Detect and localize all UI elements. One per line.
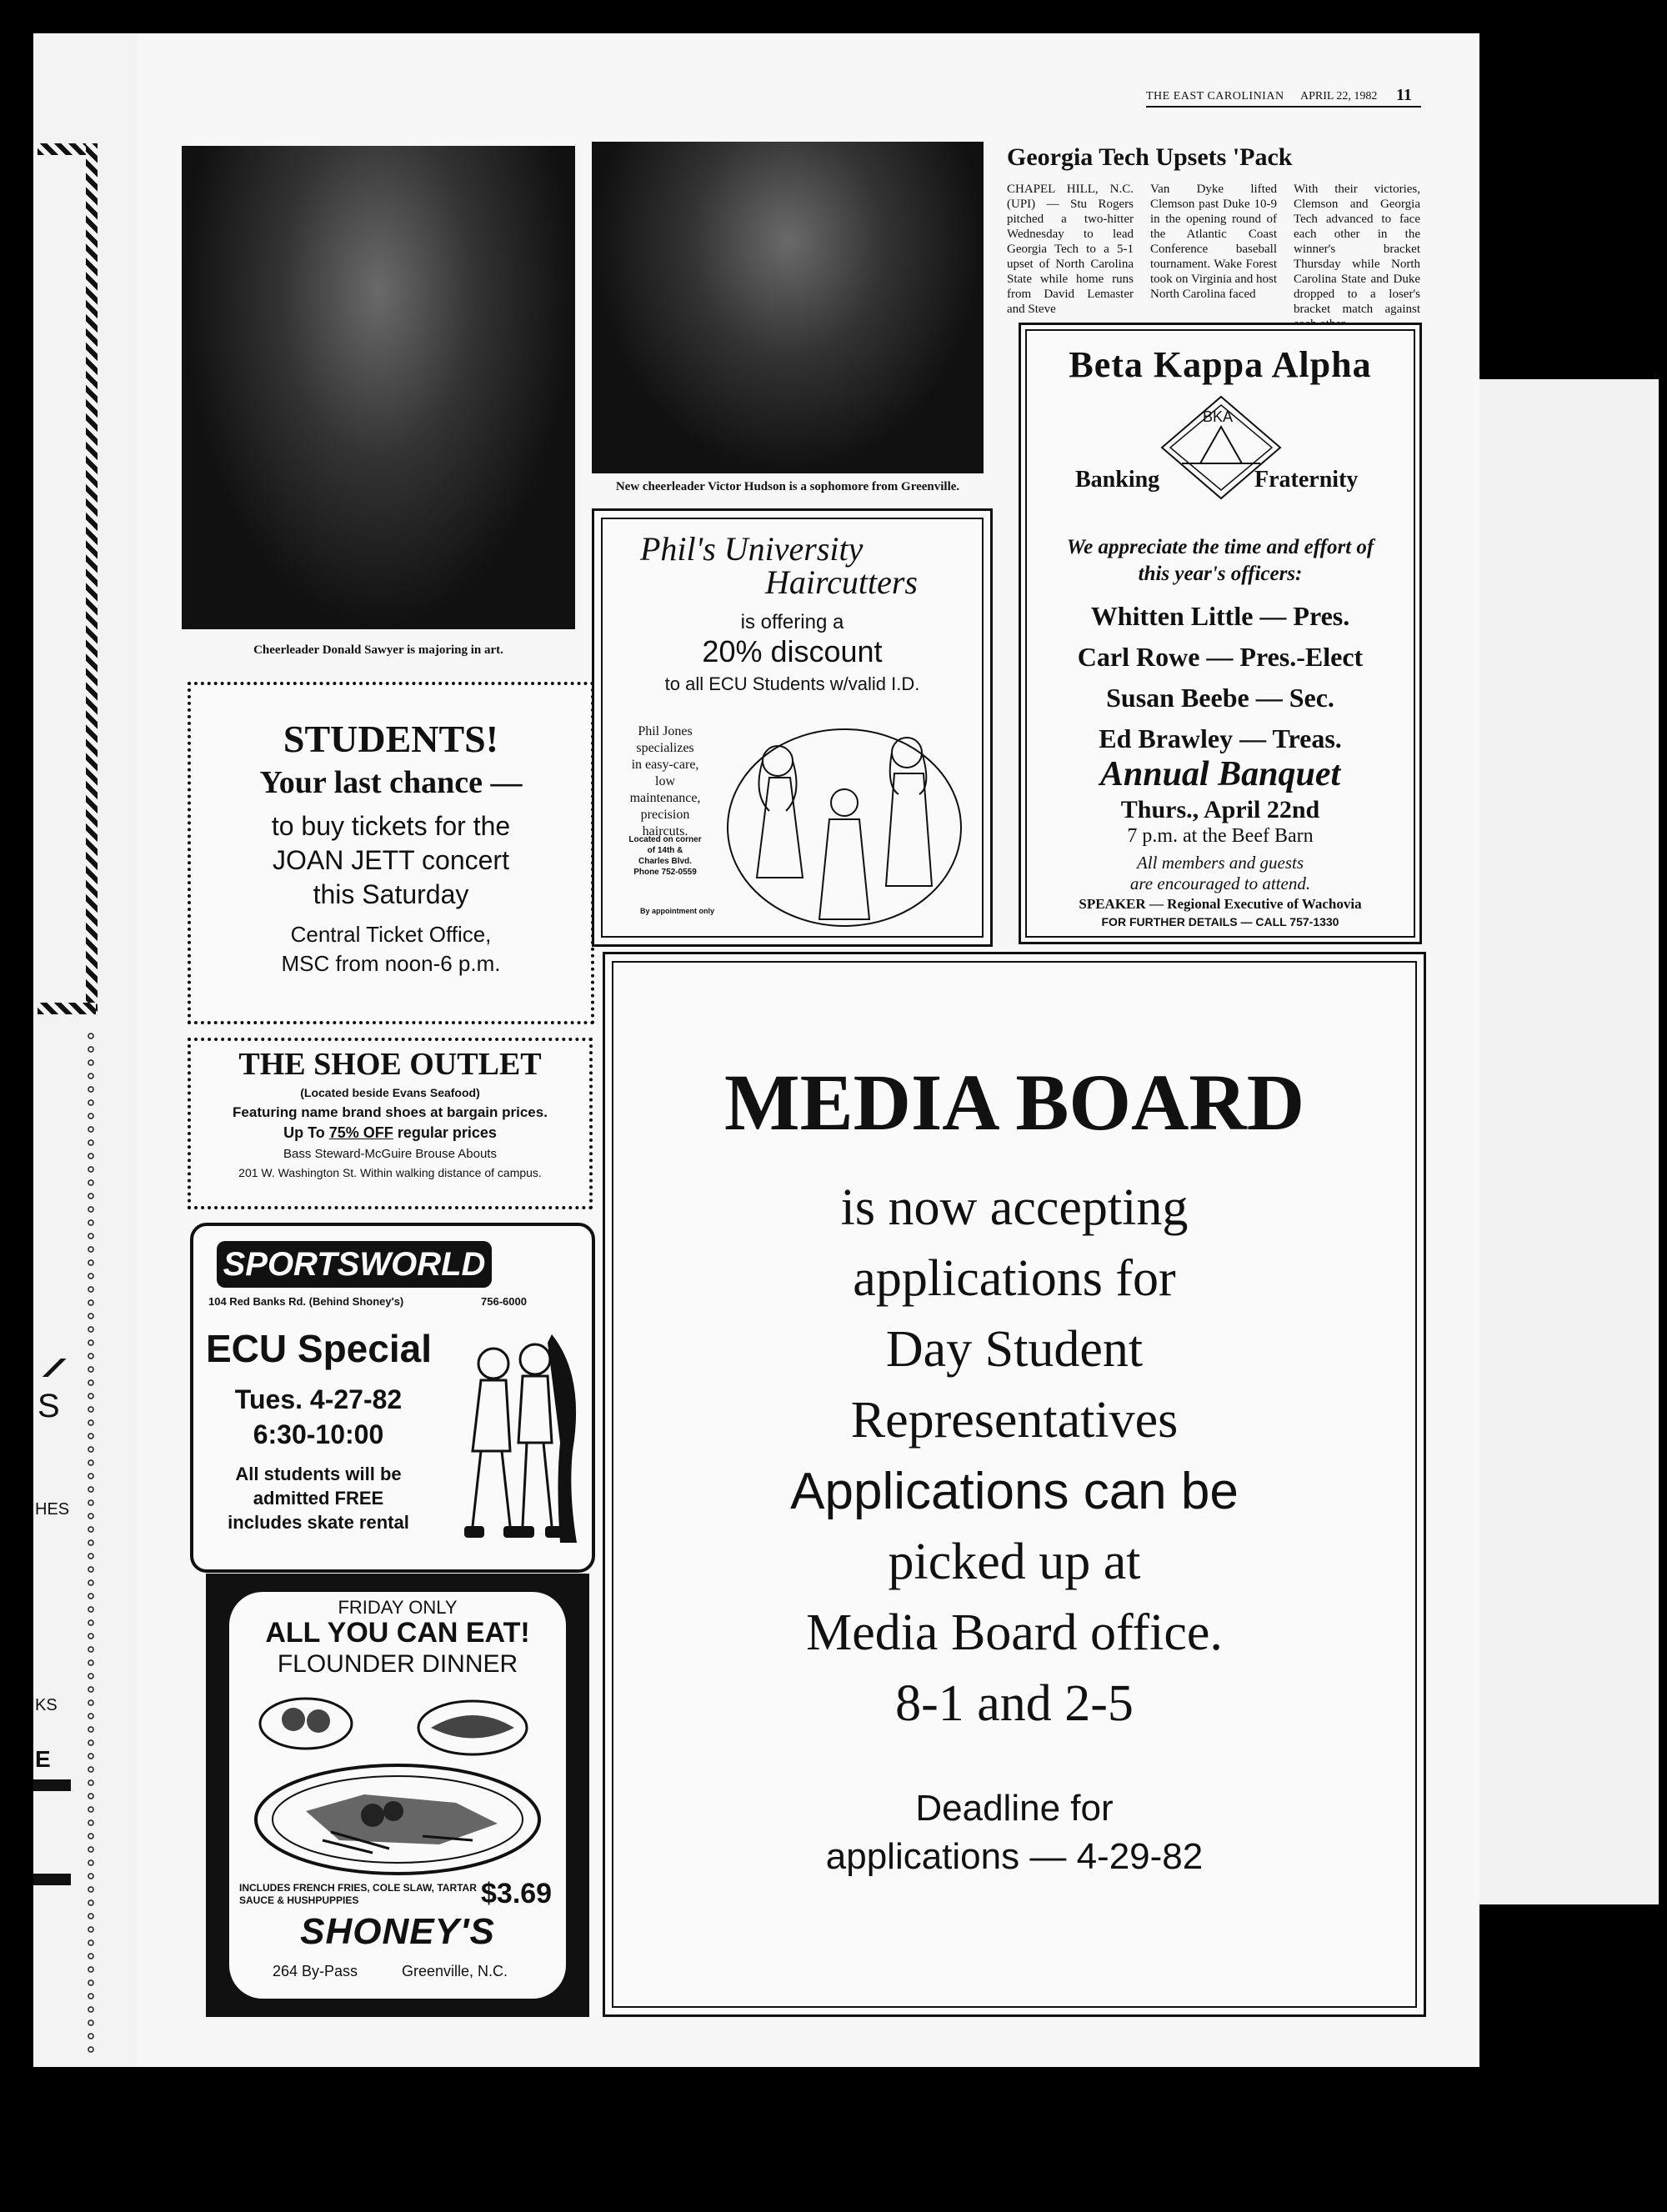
phils-desc-line: precision (640, 808, 690, 822)
media-deadline-2: applications — 4-29-82 (825, 1836, 1204, 1877)
shoe-line-2 (191, 1124, 589, 1142)
bka-details: FOR FURTHER DETAILS — CALL 757-1330 (1101, 915, 1339, 928)
shoneys-ad (206, 1574, 589, 2017)
left-fragment-3: KS (35, 1696, 58, 1714)
sportsworld-line-1: All students will be (235, 1464, 402, 1484)
students-line-2: to buy tickets for the (271, 811, 511, 841)
sportsworld-line-2: admitted FREE (253, 1488, 384, 1509)
phils-loc-line: Phone 752-0559 (633, 868, 697, 877)
students-ad (188, 682, 594, 1024)
flounder-dinner-illustration (248, 1686, 548, 1878)
article-col-1: CHAPEL HILL, N.C. (UPI) — Stu Rogers pitched a two-hitter Wednesday to lead Georgia Tech to a 5-1 upset of North Carolina State while home runs from David Lemaster and Steve (1007, 183, 1134, 316)
phils-desc-line: haircuts. (642, 824, 688, 838)
phils-loc-line: of 14th & (647, 846, 683, 855)
shoe-discount: 75% OFF (328, 1124, 393, 1141)
sportsworld-address: 104 Red Banks Rd. (Behind Shoney's) (208, 1295, 404, 1308)
sportsworld-logo: SPORTSWORLD (217, 1241, 492, 1288)
media-line: picked up at (888, 1534, 1141, 1590)
bka-logo-text: BKA (1203, 408, 1234, 425)
phils-offer-3: to all ECU Students w/valid I.D. (664, 673, 920, 694)
bka-ad (1019, 323, 1422, 944)
article-col-3: With their victories, Clemson and Georgia Tech advanced to face each other in the winner's bracket Thursday while North Carolina State and Duke dropped to a loser's bracket match against (1294, 183, 1420, 316)
phils-appointment: By appointment only (640, 907, 715, 915)
shoe-title: THE SHOE OUTLET (238, 1047, 542, 1082)
phils-name-2: Haircutters (765, 563, 918, 601)
sportsworld-time: 6:30-10:00 (253, 1419, 384, 1449)
sportsworld-title: ECU Special (206, 1327, 432, 1370)
bka-officer: Carl Rowe — Pres.-Elect (1077, 642, 1364, 672)
media-line: Applications can be (790, 1463, 1239, 1520)
bka-title: Beta Kappa Alpha (1069, 344, 1372, 385)
shoe-line-1: Featuring name brand shoes at bargain prices. (233, 1104, 548, 1120)
left-fragment-2: HES (35, 1500, 70, 1519)
students-title: STUDENTS! (283, 718, 499, 760)
bka-place: 7 p.m. at the Beef Barn (1127, 825, 1314, 847)
shoneys-dish: FLOUNDER DINNER (277, 1650, 518, 1678)
bka-officer: Susan Beebe — Sec. (1106, 683, 1334, 713)
shoneys-name: SHONEY'S (300, 1911, 495, 1952)
phils-desc-line: specializes (636, 741, 694, 755)
phils-desc-line: low maintenance, (629, 774, 701, 805)
bka-members-2: are encouraged to attend. (1129, 873, 1311, 893)
left-bar-1 (33, 1779, 71, 1791)
students-line-5: Central Ticket Office, (290, 922, 492, 947)
shoneys-location-1: 264 By-Pass (273, 1963, 358, 1979)
students-line-6: MSC from noon-6 p.m. (281, 951, 501, 976)
paper-date: APRIL 22, 1982 (1300, 90, 1378, 103)
phils-offer-2: 20% discount (702, 634, 883, 668)
media-line: is now accepting (840, 1179, 1189, 1236)
media-line: Representatives (850, 1392, 1179, 1449)
bka-speaker: SPEAKER — Regional Executive of Wachovia (1079, 896, 1362, 912)
article-col-2: Van Dyke lifted Clemson past Duke 10-9 in the opening round of the Atlantic Coast Conference baseball tournament. Wake Forest took on Virginia and host North Carolina faced (1150, 183, 1277, 301)
shoneys-big: ALL YOU CAN EAT! (265, 1617, 530, 1649)
bka-banking: Banking (1075, 467, 1160, 493)
phils-ad (592, 508, 993, 947)
page-number: 11 (1396, 86, 1412, 104)
media-title: MEDIA BOARD (723, 1058, 1305, 1147)
media-line: Day Student (885, 1321, 1144, 1378)
students-line-4: this Saturday (313, 879, 469, 909)
shoe-address: 201 W. Washington St. Within walking distance of campus. (238, 1166, 542, 1179)
left-fragment-1: S (38, 1388, 60, 1424)
media-line: applications for (853, 1250, 1176, 1307)
left-roof-icon (33, 1359, 71, 1377)
phils-name-1: Phil's University (640, 530, 864, 568)
sportsworld-phone: 756-6000 (481, 1295, 527, 1308)
header-rule (1146, 106, 1421, 108)
shoneys-price: $3.69 (481, 1878, 553, 1909)
sportsworld-ad (190, 1223, 595, 1573)
phils-desc-line: in easy-care, (631, 758, 699, 772)
media-deadline-1: Deadline for (915, 1788, 1114, 1829)
shoneys-top: FRIDAY ONLY (338, 1597, 458, 1618)
left-ad-border-right (86, 143, 98, 1014)
phils-loc-line: Located on corner (628, 835, 702, 844)
bka-members-1: All members and guests (1136, 853, 1304, 873)
bka-date: Thurs., April 22nd (1120, 796, 1320, 823)
article-headline: Georgia Tech Upsets 'Pack (1007, 143, 1293, 171)
shoneys-includes: INCLUDES FRENCH FRIES, COLE SLAW, TARTAR SAUCE & HUSHPUPPIES (239, 1882, 477, 1906)
bka-appreciate-1: We appreciate the time and effort of (1066, 536, 1374, 558)
media-line: 8-1 and 2-5 (895, 1675, 1134, 1732)
skaters-illustration (443, 1326, 585, 1564)
caption-sawyer: Cheerleader Donald Sawyer is majoring in art. (253, 643, 503, 657)
shoe-outlet-ad (188, 1038, 593, 1209)
sportsworld-line-3: includes skate rental (228, 1512, 409, 1533)
students-line-3: JOAN JETT concert (273, 845, 509, 875)
phils-location (619, 834, 711, 878)
shoe-upto: Up To (283, 1124, 325, 1141)
photo-donald-sawyer (182, 146, 575, 629)
phils-offer-1: is offering a (740, 611, 844, 633)
bka-officer: Ed Brawley — Treas. (1099, 723, 1342, 753)
photo-victor-hudson (592, 142, 984, 473)
adjacent-sheet (1479, 379, 1659, 1904)
shoneys-location-2: Greenville, N.C. (402, 1963, 508, 1979)
media-line: Media Board office. (806, 1604, 1223, 1661)
media-board-ad (603, 952, 1426, 2017)
shoe-location: (Located beside Evans Seafood) (300, 1086, 480, 1099)
bka-fraternity: Fraternity (1254, 467, 1359, 493)
phils-desc-line: Phil Jones (638, 724, 693, 738)
shoe-brands: Bass Steward-McGuire Brouse Abouts (283, 1147, 497, 1161)
students-line-1: Your last chance — (259, 765, 523, 800)
paper-name: THE EAST CAROLINIAN (1146, 90, 1284, 103)
media-body (605, 1173, 1424, 1739)
bka-appreciate-2: this year's officers: (1138, 563, 1303, 585)
left-fragment-4: E (35, 1746, 51, 1772)
haircut-models-illustration (719, 711, 969, 936)
phils-loc-line: Charles Blvd. (638, 857, 692, 866)
bka-officers (1021, 596, 1419, 759)
phils-description (619, 723, 711, 840)
sportsworld-date: Tues. 4-27-82 (234, 1384, 403, 1414)
left-dotted-border (86, 1029, 96, 2054)
caption-hudson: New cheerleader Victor Hudson is a sophomore from Greenville. (615, 480, 960, 493)
bka-banquet: Annual Banquet (1099, 755, 1341, 793)
bka-officer: Whitten Little — Pres. (1090, 601, 1350, 631)
left-bar-2 (33, 1874, 71, 1885)
shoe-regular: regular prices (397, 1124, 497, 1141)
left-ad-border-bottom (38, 1003, 96, 1014)
